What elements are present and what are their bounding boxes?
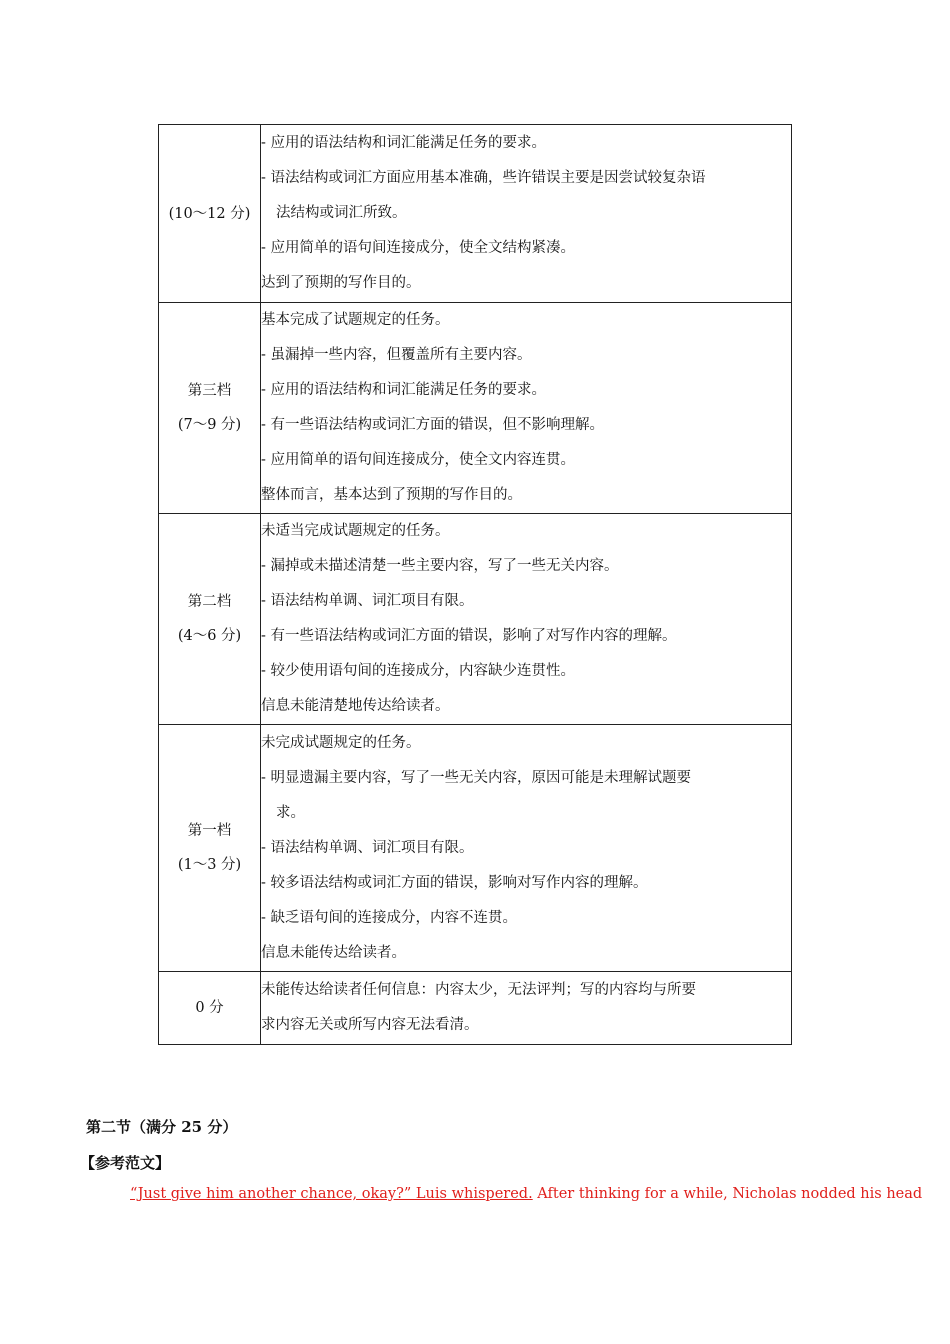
criteria-line: 基本完成了试题规定的任务。 — [261, 312, 450, 328]
criteria-cell — [261, 125, 792, 303]
criteria-line: - 较多语法结构或词汇方面的错误，影响对写作内容的理解。 — [261, 874, 648, 891]
criteria-line: 信息未能传达给读者。 — [261, 944, 406, 961]
criteria-line: 未完成试题规定的任务。 — [261, 734, 421, 751]
criteria-cell — [261, 972, 792, 1045]
criteria-line: - 应用的语法结构和词汇能满足任务的要求。 — [261, 135, 547, 151]
criteria-line: - 应用简单的语句间连接成分，使全文结构紧凑。 — [261, 240, 576, 256]
criteria-line: - 应用简单的语句间连接成分，使全文内容连贯。 — [261, 452, 576, 468]
criteria-line: - 虽漏掉一些内容，但覆盖所有主要内容。 — [261, 347, 532, 363]
criteria-line: - 明显遗漏主要内容，写了一些无关内容，原因可能是未理解试题要 — [261, 769, 692, 786]
rubric-row — [159, 303, 792, 514]
criteria-line: - 语法结构单调、词汇项目有限。 — [261, 593, 474, 609]
reference-essay-label: 【参考范文】 — [80, 1154, 171, 1172]
criteria-line: 法结构或词汇所致。 — [276, 205, 407, 221]
criteria-cell — [261, 514, 792, 725]
section-title: 第二节（满分 25 分） — [86, 1118, 238, 1136]
grade-name: 第二档 — [187, 594, 232, 610]
criteria-line: 未适当完成试题规定的任务。 — [261, 523, 450, 539]
grade-cell — [159, 125, 261, 303]
rubric-row — [159, 972, 792, 1045]
criteria-cell — [261, 725, 792, 972]
criteria-line: - 缺乏语句间的连接成分，内容不连贯。 — [261, 909, 518, 926]
grade-name: 第三档 — [187, 383, 232, 399]
criteria-line: 整体而言，基本达到了预期的写作目的。 — [261, 487, 522, 503]
criteria-line: - 较少使用语句间的连接成分，内容缺少连贯性。 — [261, 663, 576, 679]
criteria-line: 信息未能清楚地传达给读者。 — [261, 698, 450, 714]
criteria-line: 求。 — [276, 804, 305, 821]
grade-range: 0 分 — [195, 1000, 224, 1016]
criteria-line: - 语法结构单调、词汇项目有限。 — [261, 839, 474, 856]
criteria-line: - 有一些语法结构或词汇方面的错误，影响了对写作内容的理解。 — [261, 628, 677, 644]
essay-continuation: After thinking for a while, Nicholas nodded his head — [532, 1186, 923, 1202]
criteria-line: - 有一些语法结构或词汇方面的错误，但不影响理解。 — [261, 417, 605, 433]
rubric-row — [159, 514, 792, 725]
grade-cell — [159, 303, 261, 514]
grade-range: (1～3 分) — [177, 857, 242, 873]
criteria-line: - 语法结构或词汇方面应用基本准确，些许错误主要是因尝试较复杂语 — [261, 170, 706, 186]
scoring-rubric-table — [158, 124, 792, 1045]
grade-range: (10～12 分) — [168, 205, 251, 222]
grade-name: 第一档 — [187, 823, 232, 839]
rubric-row — [159, 725, 792, 972]
criteria-line: - 漏掉或未描述清楚一些主要内容，写了一些无关内容。 — [261, 558, 619, 574]
criteria-line: 未能传达给读者任何信息：内容太少，无法评判；写的内容均与所要 — [261, 982, 696, 998]
grade-range: (4～6 分) — [177, 628, 242, 644]
criteria-line: 达到了预期的写作目的。 — [261, 275, 421, 291]
grade-cell — [159, 725, 261, 972]
criteria-line: - 应用的语法结构和词汇能满足任务的要求。 — [261, 382, 547, 398]
reference-essay-text — [130, 1186, 930, 1202]
essay-given-sentence: “Just give him another chance, okay?” Luis whispered. — [130, 1186, 533, 1202]
rubric-row — [159, 125, 792, 303]
grade-cell — [159, 972, 261, 1045]
grade-range: (7～9 分) — [177, 417, 242, 433]
criteria-line: 求内容无关或所写内容无法看清。 — [261, 1017, 479, 1033]
criteria-cell — [261, 303, 792, 514]
grade-cell — [159, 514, 261, 725]
